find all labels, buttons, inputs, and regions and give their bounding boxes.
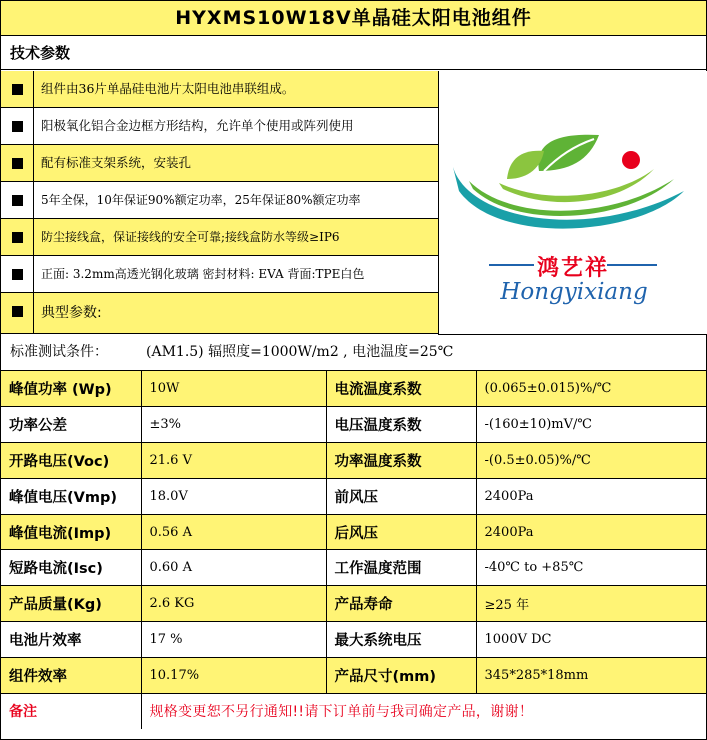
spec-key: 前风压 (326, 478, 476, 514)
company-logo-area (438, 71, 707, 335)
spec-value: 0.56 A (141, 514, 326, 550)
spec-key: 短路电流(Isc) (1, 550, 141, 586)
bullet-square-icon (1, 145, 34, 181)
spec-value: -40℃ to +85℃ (476, 550, 706, 586)
note-row (1, 693, 706, 729)
feature-row (1, 145, 438, 182)
feature-text: 典型参数: (41, 305, 102, 321)
spec-key: 功率公差 (1, 407, 141, 443)
bullet-square-icon (1, 219, 34, 255)
bullet-square-icon (1, 293, 34, 333)
spec-value: 10.17% (141, 657, 326, 693)
feature-row (1, 71, 438, 108)
spec-value: 21.6 V (141, 443, 326, 479)
spec-value: 345*285*18mm (476, 657, 706, 693)
feature-text: 阳极氧化铝合金边框方形结构，允许单个使用或阵列使用 (41, 118, 354, 133)
table-row (1, 622, 706, 658)
spec-value: ±3% (141, 407, 326, 443)
feature-row (1, 219, 438, 256)
table-row (1, 443, 706, 479)
spec-key: 后风压 (326, 514, 476, 550)
table-row (1, 550, 706, 586)
spec-key: 功率温度系数 (326, 443, 476, 479)
spec-value: (0.065±0.015)%/℃ (476, 371, 706, 407)
spec-key: 电池片效率 (1, 622, 141, 658)
spec-value: 0.60 A (141, 550, 326, 586)
spec-value: 18.0V (141, 478, 326, 514)
table-row (1, 478, 706, 514)
spec-value: 2400Pa (476, 478, 706, 514)
spec-key: 峰值电流(Imp) (1, 514, 141, 550)
spec-key: 峰值功率 (Wp) (1, 371, 141, 407)
page-title: HYXMS10W18V单晶硅太阳电池组件 (1, 1, 706, 36)
spec-value: 10W (141, 371, 326, 407)
logo-name-en: Hongyixiang (500, 279, 648, 305)
table-row (1, 514, 706, 550)
bullet-square-icon (1, 108, 34, 144)
test-conditions-value: (AM1.5) 辐照度=1000W/m2 , 电池温度=25℃ (146, 344, 454, 360)
spec-value: 2400Pa (476, 514, 706, 550)
spec-key: 产品质量(Kg) (1, 586, 141, 622)
table-row (1, 657, 706, 693)
feature-text: 正面: 3.2mm高透光钢化玻璃 密封材料: EVA 背面:TPE白色 (41, 267, 365, 281)
spec-key: 产品寿命 (326, 586, 476, 622)
spec-key: 最大系统电压 (326, 622, 476, 658)
spec-value: 2.6 KG (141, 586, 326, 622)
logo-name-cn: 鸿艺祥 (537, 256, 610, 281)
section-title: 技术参数 (1, 36, 706, 70)
feature-row (1, 182, 438, 219)
spec-key: 组件效率 (1, 657, 141, 693)
feature-text: 5年全保，10年保证90%额定功率，25年保证80%额定功率 (41, 193, 361, 207)
bullet-square-icon (1, 256, 34, 292)
spec-value: 17 % (141, 622, 326, 658)
feature-row (1, 108, 438, 145)
table-row (1, 586, 706, 622)
bullet-square-icon (1, 182, 34, 218)
note-text: 规格变更恕不另行通知!!请下订单前与我司确定产品，谢谢！ (149, 704, 534, 721)
test-conditions-label: 标准测试条件： (10, 344, 108, 360)
sun-icon (622, 151, 640, 169)
note-label: 备注 (1, 693, 141, 729)
table-row (1, 407, 706, 443)
spec-key: 电流温度系数 (326, 371, 476, 407)
bullet-square-icon (1, 71, 34, 107)
spec-value: -(0.5±0.05)%/℃ (476, 443, 706, 479)
spec-value: 1000V DC (476, 622, 706, 658)
spec-key: 产品尺寸(mm) (326, 657, 476, 693)
spec-key: 开路电压(Voc) (1, 443, 141, 479)
spec-value: ≥25 年 (476, 586, 706, 622)
test-conditions (1, 334, 706, 371)
feature-text: 配有标准支架系统，安装孔 (41, 155, 192, 170)
spec-key: 工作温度范围 (326, 550, 476, 586)
feature-text: 组件由36片单晶硅电池片太阳电池串联组成。 (41, 81, 295, 96)
feature-row (1, 293, 438, 334)
table-row (1, 371, 706, 407)
spec-value: -(160±10)mV/℃ (476, 407, 706, 443)
spec-key: 电压温度系数 (326, 407, 476, 443)
spec-table (1, 371, 706, 729)
feature-row (1, 256, 438, 293)
spec-key: 峰值电压(Vmp) (1, 478, 141, 514)
feature-text: 防尘接线盒，保证接线的安全可靠;接线盒防水等级≥IP6 (41, 230, 340, 244)
